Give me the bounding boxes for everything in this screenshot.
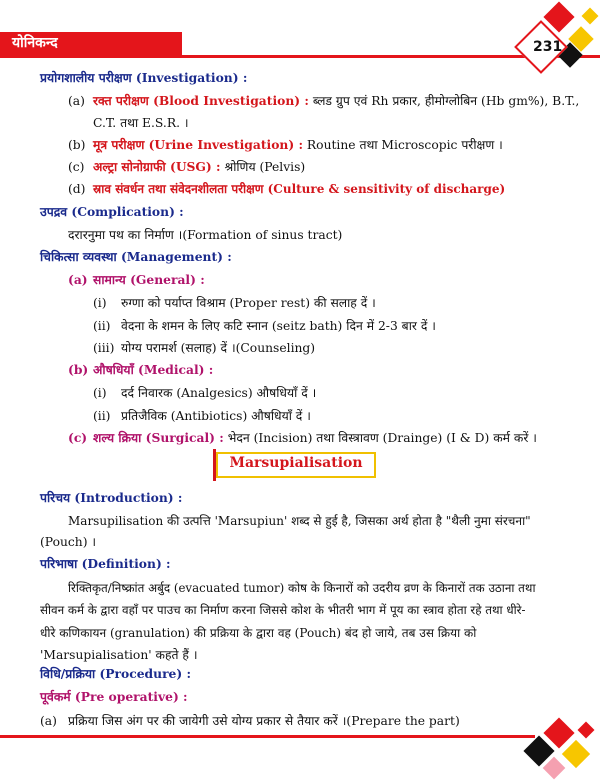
usg-text: श्रोणिय (Pelvis)	[224, 160, 306, 174]
general-item-text: वेदना के शमन के लिए कटि स्नान (seitz bath) दिन में 2-3 बार दें ।	[121, 319, 436, 333]
general-item-label: (i)	[93, 296, 107, 310]
management-heading: चिकित्सा व्यवस्था (Management) :	[40, 249, 232, 264]
preop-item-label: (a)	[40, 714, 57, 728]
urine-investigation-title: मूत्र परीक्षण (Urine Investigation) :	[93, 137, 303, 152]
investigation-heading: प्रयोगशालीय परीक्षण (Investigation) :	[40, 70, 248, 85]
item-d-label: (d)	[68, 182, 86, 196]
definition-text: सीवन कर्म के द्वारा वहाँ पर पाउच का निर्माण करना जिससे कोश के भीतरी भाग में पूय का स्त्राव होता रहे तथा धीरे-	[40, 603, 526, 617]
usg-title: अल्ट्रा सोनोग्राफी (USG) :	[93, 159, 221, 174]
culture-sensitivity-title: स्राव संवर्धन तथा संवेदनशीलता परीक्षण (Culture & sensitivity of discharge)	[93, 182, 506, 196]
general-item-label: (iii)	[93, 341, 115, 355]
header-rule	[0, 55, 600, 58]
complication-heading: उपद्रव (Complication) :	[40, 204, 184, 219]
medical-item-text: दर्द निवारक (Analgesics) औषधियाँ दें ।	[121, 386, 317, 400]
blood-investigation-text: ब्लड ग्रुप एवं Rh प्रकार, हीमोग्लोबिन (Hb gm%), B.T.,	[312, 94, 580, 108]
general-item-label: (ii)	[93, 319, 111, 333]
blood-investigation-title: रक्त परीक्षण (Blood Investigation) :	[93, 93, 309, 108]
medical-item-label: (i)	[93, 386, 107, 400]
surgical-item	[93, 430, 537, 446]
footer-diamond-yellow	[562, 740, 590, 768]
footer-diamond-red-small	[578, 722, 595, 739]
item-a-label: (a)	[68, 94, 85, 108]
urine-investigation-item	[93, 137, 503, 153]
medical-item-text: प्रतिजैविक (Antibiotics) औषधियाँ दें ।	[121, 409, 311, 423]
marsupialisation-title: Marsupialisation	[229, 455, 363, 471]
footer-rule	[0, 735, 535, 738]
urine-investigation-text: Routine तथा Microscopic परीक्षण ।	[306, 138, 503, 152]
surgical-title: शल्य क्रिया (Surgical) :	[93, 430, 224, 445]
preoperative-heading: पूर्वकर्म (Pre operative) :	[40, 689, 188, 704]
footer-diamond-pink	[543, 757, 566, 780]
medical-title: औषधियाँ (Medical) :	[93, 362, 214, 377]
preop-item-text: प्रक्रिया जिस अंग पर की जायेगी उसे योग्य प्रकार से तैयार करें ।(Prepare the part)	[68, 714, 460, 728]
medical-label: (b)	[68, 362, 89, 377]
surgical-label: (c)	[68, 430, 88, 445]
decor-diamond-yellow-small	[582, 8, 599, 25]
complication-text: दरारनुमा पथ का निर्माण ।(Formation of sinus tract)	[68, 228, 343, 242]
introduction-text: Marsupilisation की उत्पत्ति 'Marsupiun' शब्द से हुई है, जिसका अर्थ होता है "थैली नुमा संरचना"	[68, 514, 531, 528]
definition-text: रिक्तिकृत/निष्क्रांत अर्बुद (evacuated tumor) कोष के किनारों को उदरीय व्रण के किनारों तक उठाना तथा	[68, 581, 536, 595]
chapter-title: योनिकन्द	[12, 35, 58, 51]
blood-investigation-item	[93, 93, 579, 109]
surgical-text: भेदन (Incision) तथा विस्त्रावण (Drainge) (I & D) कर्म करें ।	[227, 431, 537, 445]
definition-text: धीरे कणिकायन (granulation) की प्रक्रिया के द्वारा वह (Pouch) बंद हो जाये, तब उस क्रिया को	[40, 626, 477, 640]
medical-item-label: (ii)	[93, 409, 111, 423]
page-number: 231	[533, 39, 563, 55]
procedure-heading: विधि/प्रक्रिया (Procedure) :	[40, 666, 192, 681]
usg-item	[93, 159, 305, 175]
item-c-label: (c)	[68, 160, 85, 174]
general-title: सामान्य (General) :	[93, 272, 205, 287]
blood-investigation-cont: C.T. तथा E.S.R. ।	[93, 116, 189, 130]
general-item-text: योग्य परामर्श (सलाह) दें ।(Counseling)	[121, 341, 316, 355]
introduction-text-cont: (Pouch) ।	[40, 535, 97, 549]
introduction-heading: परिचय (Introduction) :	[40, 490, 183, 505]
item-b-label: (b)	[68, 138, 86, 152]
general-item-text: रुग्णा को पर्याप्त विश्राम (Proper rest) की सलाह दें ।	[121, 296, 376, 310]
definition-heading: परिभाषा (Definition) :	[40, 556, 171, 571]
definition-text: 'Marsupialisation' कहते हैं ।	[40, 648, 198, 662]
general-label: (a)	[68, 272, 88, 287]
